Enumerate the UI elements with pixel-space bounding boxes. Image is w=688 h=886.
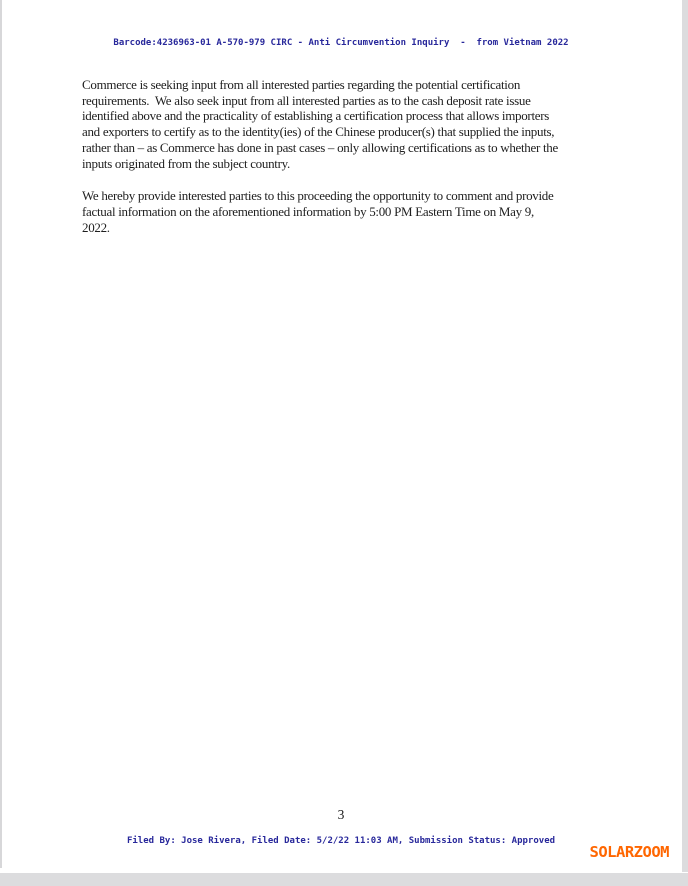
text-line: Commerce is seeking input from all interested parties regarding the potential certification — [82, 77, 521, 92]
text-line: We hereby provide interested parties to this proceeding the opportunity to comment and provide — [82, 188, 554, 204]
page-right-edge — [682, 0, 688, 872]
text-line: and exporters to certify as to the identity(ies) of the Chinese producer(s) that supplied the inputs, — [82, 124, 555, 140]
document-body — [82, 77, 642, 235]
paragraph-spacer — [82, 171, 642, 188]
paragraph-comment-deadline — [82, 188, 642, 235]
page-number: 3 — [337, 807, 345, 822]
text-line: factual information on the aforementioned information by 5:00 PM Eastern Time on May 9, — [82, 203, 534, 219]
text-line: identified above and the practicality of establishing a certification process that allows importers — [82, 108, 550, 124]
barcode-header: Barcode:4236963-01 A-570-979 CIRC - Anti Circumvention Inquiry - from Vietnam 2022 — [113, 38, 569, 48]
page-bottom-edge — [0, 873, 688, 886]
text-line: 2022. — [82, 219, 110, 235]
text-line: rather than – as Commerce has done in past cases – only allowing certifications as to whether the — [82, 139, 558, 155]
text-line: requirements. We also seek input from all interested parties as to the cash deposit rate issue — [82, 92, 531, 108]
text-line: inputs originated from the subject country. — [82, 155, 290, 171]
paragraph-certification-input — [82, 77, 642, 171]
page-left-edge — [0, 0, 2, 868]
filing-footer: Filed By: Jose Rivera, Filed Date: 5/2/22 11:03 AM, Submission Status: Approved — [126, 836, 556, 846]
solarzoom-watermark: SOLARZOOM — [589, 843, 669, 861]
